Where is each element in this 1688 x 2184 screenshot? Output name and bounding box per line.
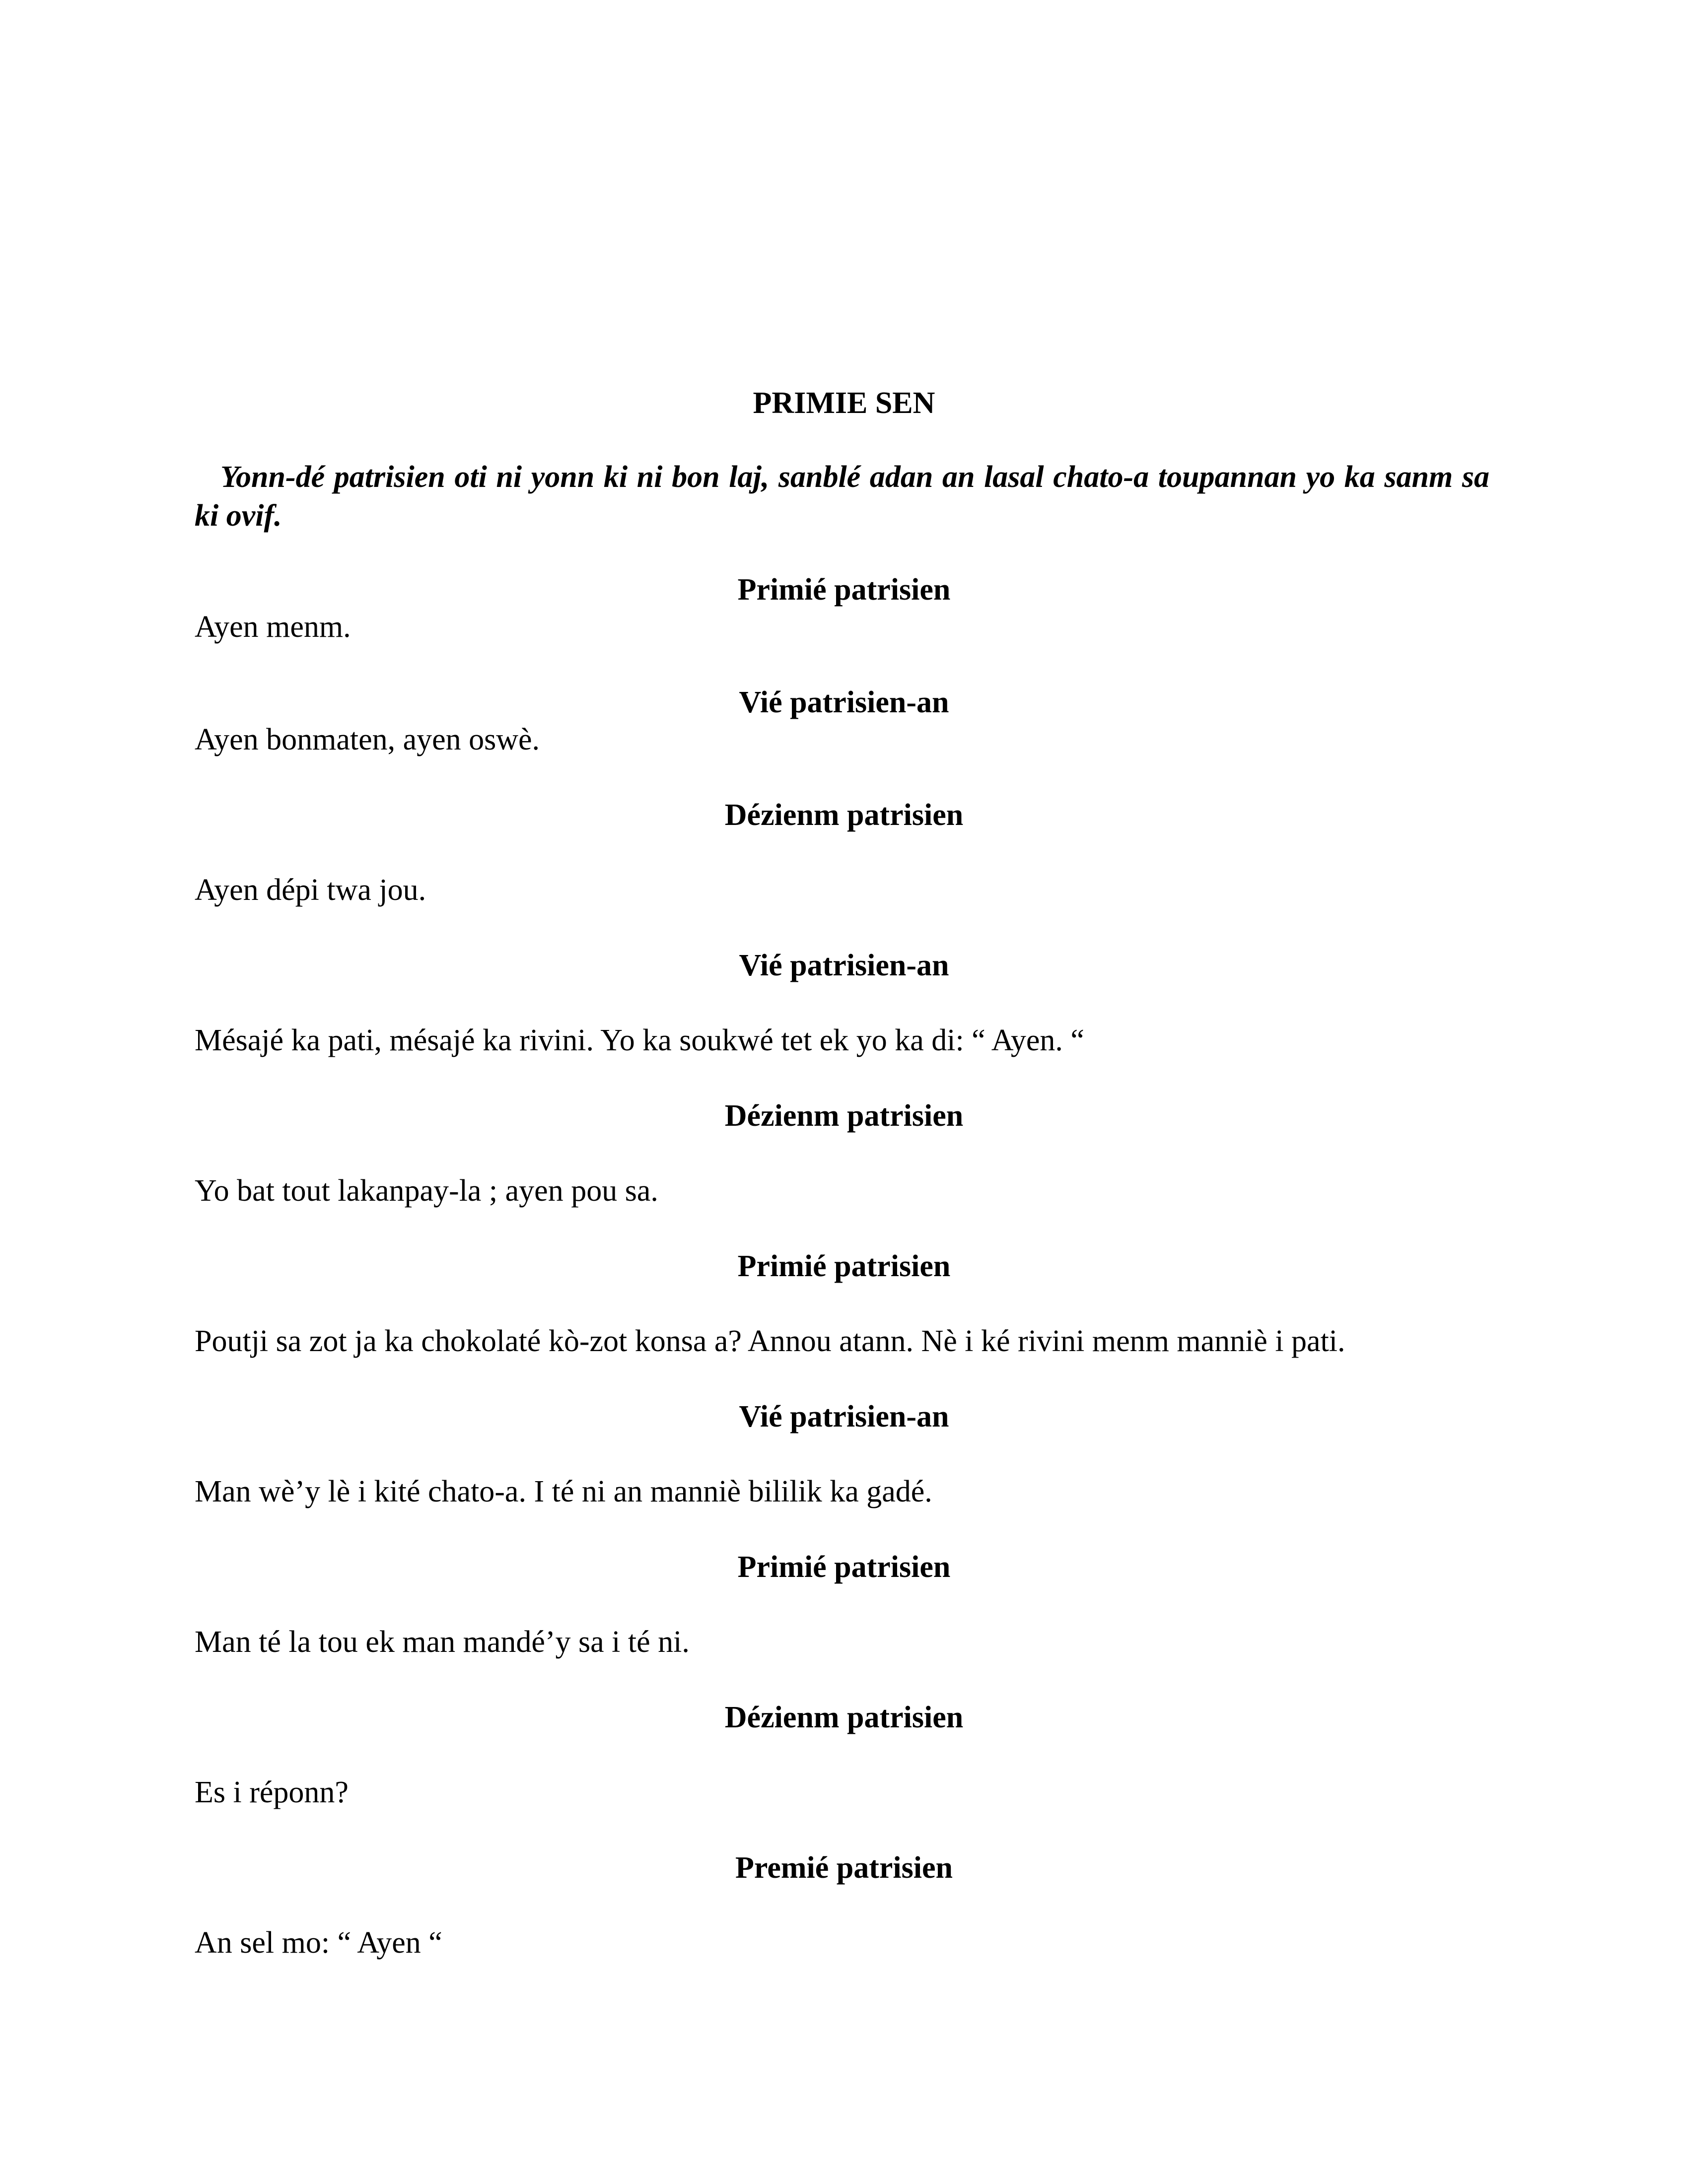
speaker-name: Vié patrisien-an bbox=[739, 1400, 949, 1433]
dialogue-line: Es i réponn? bbox=[195, 1775, 349, 1809]
dialogue-line: Man wè’y lè i kité chato-a. I té ni an manniè bililik ka gadé. bbox=[195, 1475, 932, 1508]
stage-direction: Yonn-dé patrisien oti ni yonn ki ni bon laj, sanblé adan an lasal chato-a toupannan yo ka sanm sa ki ovif. bbox=[195, 460, 1489, 533]
dialogue-line: Man té la tou ek man mandé’y sa i té ni. bbox=[195, 1625, 690, 1659]
speaker-name: Dézienm patrisien bbox=[724, 1701, 964, 1734]
dialogue-line: Ayen menm. bbox=[195, 610, 351, 644]
speaker-name: Primié patrisien bbox=[737, 573, 951, 607]
speaker-name: Primié patrisien bbox=[737, 1550, 951, 1584]
dialogue-line: Ayen dépi twa jou. bbox=[195, 873, 426, 907]
speaker-name: Primié patrisien bbox=[737, 1249, 951, 1283]
dialogue-line: Yo bat tout lakanpay-la ; ayen pou sa. bbox=[195, 1174, 658, 1208]
dialogue-line: Poutji sa zot ja ka chokolaté kò-zot konsa a? Annou atann. Nè i ké rivini menm manniè i pati. bbox=[195, 1324, 1345, 1358]
dialogue-line: Ayen bonmaten, ayen oswè. bbox=[195, 723, 540, 756]
dialogue-line: An sel mo: “ Ayen “ bbox=[195, 1926, 442, 1960]
speaker-name: Dézienm patrisien bbox=[724, 798, 964, 832]
dialogue-line: Mésajé ka pati, mésajé ka rivini. Yo ka soukwé tet ek yo ka di: “ Ayen. “ bbox=[195, 1024, 1084, 1057]
speaker-name: Vié patrisien-an bbox=[739, 949, 949, 982]
speaker-name: Premié patrisien bbox=[735, 1851, 953, 1885]
speaker-name: Dézienm patrisien bbox=[724, 1099, 964, 1133]
speaker-name: Vié patrisien-an bbox=[739, 685, 949, 719]
scene-title: PRIMIE SEN bbox=[753, 386, 935, 420]
